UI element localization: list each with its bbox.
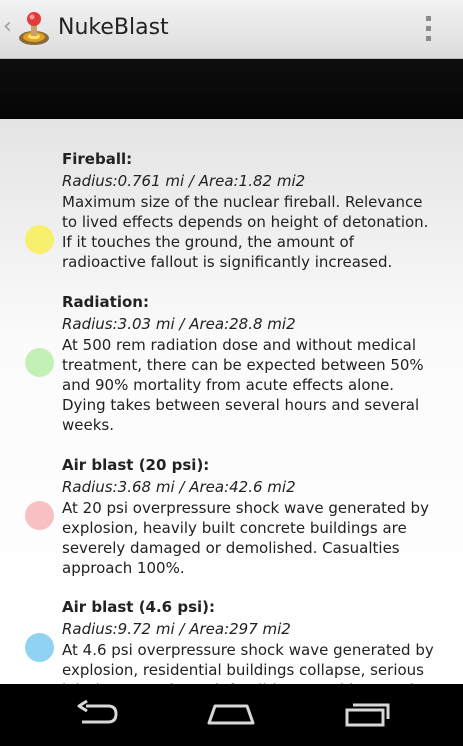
back-arrow-icon[interactable] <box>66 696 126 732</box>
effect-title: Radiation: <box>62 293 149 311</box>
air-blast-20-color-dot <box>25 501 54 530</box>
effect-radius-area: Radius:0.761 mi / Area:1.82 mi2 <box>62 172 306 190</box>
nuke-app-icon[interactable] <box>17 10 51 48</box>
app-title: NukeBlast <box>58 15 169 40</box>
radiation-color-dot <box>25 348 54 377</box>
overflow-menu-icon[interactable] <box>418 14 438 44</box>
effect-radius-area: Radius:3.68 mi / Area:42.6 mi2 <box>62 478 296 496</box>
navigation-bar <box>0 684 463 746</box>
effect-title: Air blast (4.6 psi): <box>62 598 216 616</box>
effect-title: Fireball: <box>62 150 133 168</box>
effect-description: At 4.6 psi overpressure shock wave generated by explosion, residential buildings collapse, serious <box>62 641 434 679</box>
header-banner <box>0 59 463 119</box>
fireball-color-dot <box>25 225 54 254</box>
effect-radius-area: Radius:9.72 mi / Area:297 mi2 <box>62 620 291 638</box>
air-blast-4-6-color-dot <box>25 633 54 662</box>
effects-list[interactable] <box>0 119 463 684</box>
effect-description: Maximum size of the nuclear fireball. Relevance to lived effects depends on height of detonation. If it touches the ground, the amount of radioactive fallout is significantly increased. <box>62 193 429 271</box>
home-icon[interactable] <box>201 696 261 732</box>
effect-description: At 20 psi overpressure shock wave generated by explosion, heavily built concrete buildings are severely damaged or demolished. Casualties approach 100%. <box>62 499 429 577</box>
recent-apps-icon[interactable] <box>337 696 397 732</box>
chevron-left-icon[interactable]: ‹ <box>3 14 12 39</box>
action-bar <box>0 0 463 59</box>
effect-radius-area: Radius:3.03 mi / Area:28.8 mi2 <box>62 315 296 333</box>
effect-title: Air blast (20 psi): <box>62 456 210 474</box>
effect-description: At 500 rem radiation dose and without medical treatment, there can be expected between 50% and 90% mortality from acute effects alone. Dying takes between several hours and several weeks. <box>62 336 424 434</box>
